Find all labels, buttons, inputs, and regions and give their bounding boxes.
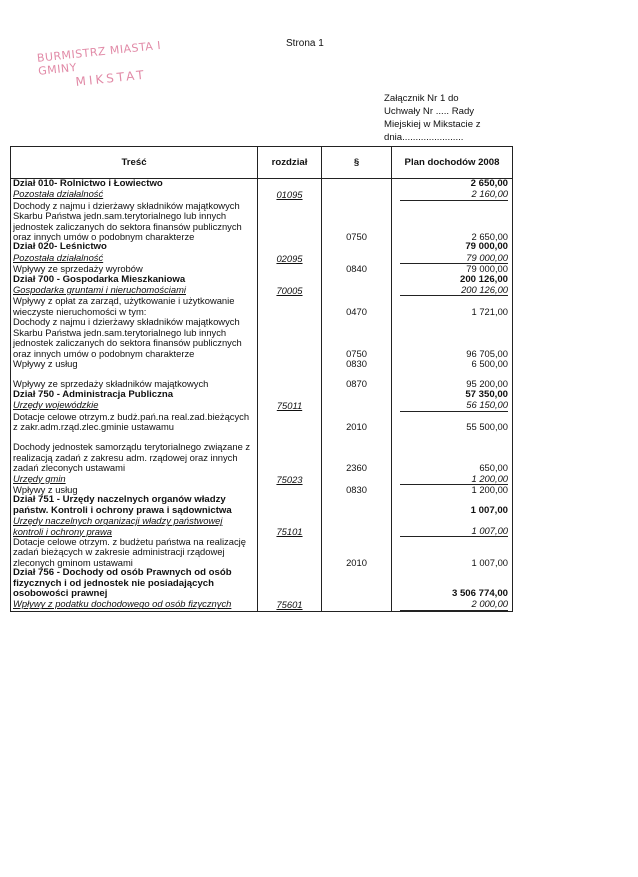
row-amount: 55 500,00 [392,412,513,433]
row-amount: 6 500,00 [392,359,513,369]
official-stamp [36,36,189,92]
table-row [11,516,513,537]
row-text: Wpływy z podatku dochodowego od osób fizycznych [11,599,258,611]
row-amount-value: 2 160,00 [400,189,508,200]
row-rozdzial: 75023 [258,474,322,485]
table-row [11,568,513,599]
row-paragraf: 2010 [322,537,392,568]
table-row [11,359,513,369]
row-rozdzial [258,537,322,568]
row-paragraf [322,285,392,296]
row-rozdzial [258,379,322,389]
row-rozdzial [258,432,322,442]
row-text: Wpływy z usług [11,485,258,495]
annex-line: Uchwały Nr ..... Rady [384,106,475,117]
row-paragraf: 0840 [322,264,392,274]
row-paragraf: 0830 [322,485,392,495]
row-amount: 3 506 774,00 [392,568,513,599]
row-paragraf: 0870 [322,379,392,389]
row-paragraf [322,516,392,537]
row-text: Gospodarka gruntami i nieruchomościami [11,285,258,296]
row-amount [392,516,513,537]
row-text: Dział 750 - Administracja Publiczna [11,390,258,400]
row-amount-value: 1 200,00 [400,474,508,485]
header-paragraf: § [322,147,392,179]
table-row [11,412,513,433]
row-rozdzial [258,442,322,473]
row-text: Dochody jednostek samorządu terytorialnego związane z realizacją zadań z zakresu adm. rządowej oraz innych zadań zleconych ustawami [11,442,258,473]
row-text: Urzędy wojewódzkie [11,400,258,411]
row-amount [392,599,513,611]
row-paragraf [322,599,392,611]
header-tresc: Treść [11,147,258,179]
row-paragraf [322,179,392,190]
table-row [11,296,513,317]
row-text: Dotacje celowe otrzym.z budż.pań.na real.zad.bieżących z zakr.adm.rząd.zlec.gminie ustawamu [11,412,258,433]
row-paragraf: 2360 [322,442,392,473]
row-rozdzial: 75601 [258,599,322,611]
row-paragraf [322,242,392,252]
table-row [11,537,513,568]
row-paragraf: 2010 [322,412,392,433]
row-rozdzial [258,568,322,599]
row-rozdzial [258,179,322,190]
row-text: Wpływy z usług [11,359,258,369]
annex-line: Miejskiej w Mikstacie z [384,119,481,130]
row-amount [392,400,513,411]
row-amount: 1 200,00 [392,485,513,495]
row-rozdzial: 02095 [258,253,322,264]
stamp-line-1: BURMISTRZ MIASTA I GMINY [36,38,162,78]
row-amount: 79 000,00 [392,242,513,252]
table-row [11,400,513,411]
table-row [11,201,513,243]
row-amount-value: 79 000,00 [400,253,508,264]
row-amount: 1 007,00 [392,537,513,568]
annex-line: Załącznik Nr 1 do [384,93,459,104]
row-rozdzial [258,369,322,379]
row-paragraf [322,275,392,285]
row-rozdzial [258,275,322,285]
annex-note [384,92,524,144]
row-rozdzial [258,390,322,400]
row-text: Pozostała działalność [11,189,258,200]
row-amount [392,189,513,200]
row-rozdzial: 75011 [258,400,322,411]
annex-line: dnia....................... [384,132,464,143]
row-amount: 95 200,00 [392,379,513,389]
row-amount-value: 56 150,00 [400,400,508,411]
table-row [11,495,513,516]
row-paragraf [322,400,392,411]
row-amount: 1 721,00 [392,296,513,317]
row-text: Dział 756 - Dochody od osób Prawnych od osób fizycznych i od jednostek nie posiadających osobowości prawnej [11,568,258,599]
row-text: Dział 010- Rolnictwo i Łowiectwo [11,179,258,190]
row-text: Dotacje celowe otrzym. z budżetu państwa na realizację zadań bieżących w zakresie administracji rządowej zleconych gminom ustawami [11,537,258,568]
row-amount: 79 000,00 [392,264,513,274]
header-rozdzial: rozdział [258,147,322,179]
budget-table [10,146,513,612]
row-amount-value: 1 007,00 [400,526,508,537]
row-text: Pozostała działalność [11,253,258,264]
row-paragraf [322,432,392,442]
row-rozdzial [258,495,322,516]
table-row [11,317,513,359]
row-amount [392,432,513,442]
table-row [11,474,513,485]
row-text: Wpływy ze sprzedaży wyrobów [11,264,258,274]
row-rozdzial [258,264,322,274]
row-amount: 57 350,00 [392,390,513,400]
table-row [11,599,513,611]
row-rozdzial: 70005 [258,285,322,296]
header-plan: Plan dochodów 2008 [392,147,513,179]
row-paragraf: 0470 [322,296,392,317]
table-row [11,442,513,473]
row-paragraf: 0750 [322,201,392,243]
row-paragraf [322,189,392,200]
row-text: Dział 020- Leśnictwo [11,242,258,252]
row-amount: 2 650,00 [392,179,513,190]
row-rozdzial [258,485,322,495]
row-text: Dział 700 - Gospodarka Mieszkaniowa [11,275,258,285]
row-rozdzial [258,242,322,252]
row-amount: 2 650,00 [392,201,513,243]
row-rozdzial [258,201,322,243]
row-paragraf [322,568,392,599]
row-text: Dochody z najmu i dzierżawy składników majątkowych Skarbu Państwa jedn.sam.terytorialnego lub innych jednostek zaliczanych do sektora finansów publicznych oraz innych umów o podobnym charakterze [11,201,258,243]
row-text: Dział 751 - Urzędy naczelnych organów władzy państw. Kontroli i ochrony prawa i sądownictwa [11,495,258,516]
row-amount: 650,00 [392,442,513,473]
row-rozdzial [258,359,322,369]
row-amount: 200 126,00 [392,275,513,285]
stamp-line-2: MIKSTAT [74,67,148,89]
row-rozdzial: 01095 [258,189,322,200]
row-text: Urzędy naczelnych organizacji władzy państwowej kontroli i ochrony prawa [11,516,258,537]
row-text: Wpływy ze sprzedaży składników majątkowych [11,379,258,389]
row-amount-value: 2 000,00 [400,599,508,610]
row-amount [392,285,513,296]
row-rozdzial [258,317,322,359]
row-paragraf [322,390,392,400]
row-amount: 96 705,00 [392,317,513,359]
row-text: Dochody z najmu i dzierżawy składników majątkowych Skarbu Państwa jedn.sam.terytorialnego lub innych jednostek zaliczanych do sektora finansów publicznych oraz innych umów o podobnym charakterze [11,317,258,359]
table-header-row [11,147,513,179]
row-paragraf: 0830 [322,359,392,369]
row-text: Wpływy z opłat za zarząd, użytkowanie i użytkowanie wieczyste nieruchomości w tym: [11,296,258,317]
row-text: Urzędy gmin [11,474,258,485]
row-rozdzial [258,296,322,317]
row-amount-value: 200 126,00 [400,285,508,296]
row-paragraf [322,495,392,516]
row-rozdzial: 75101 [258,516,322,537]
row-amount: 1 007,00 [392,495,513,516]
page-number: Strona 1 [286,38,324,49]
row-paragraf: 0750 [322,317,392,359]
row-rozdzial [258,412,322,433]
